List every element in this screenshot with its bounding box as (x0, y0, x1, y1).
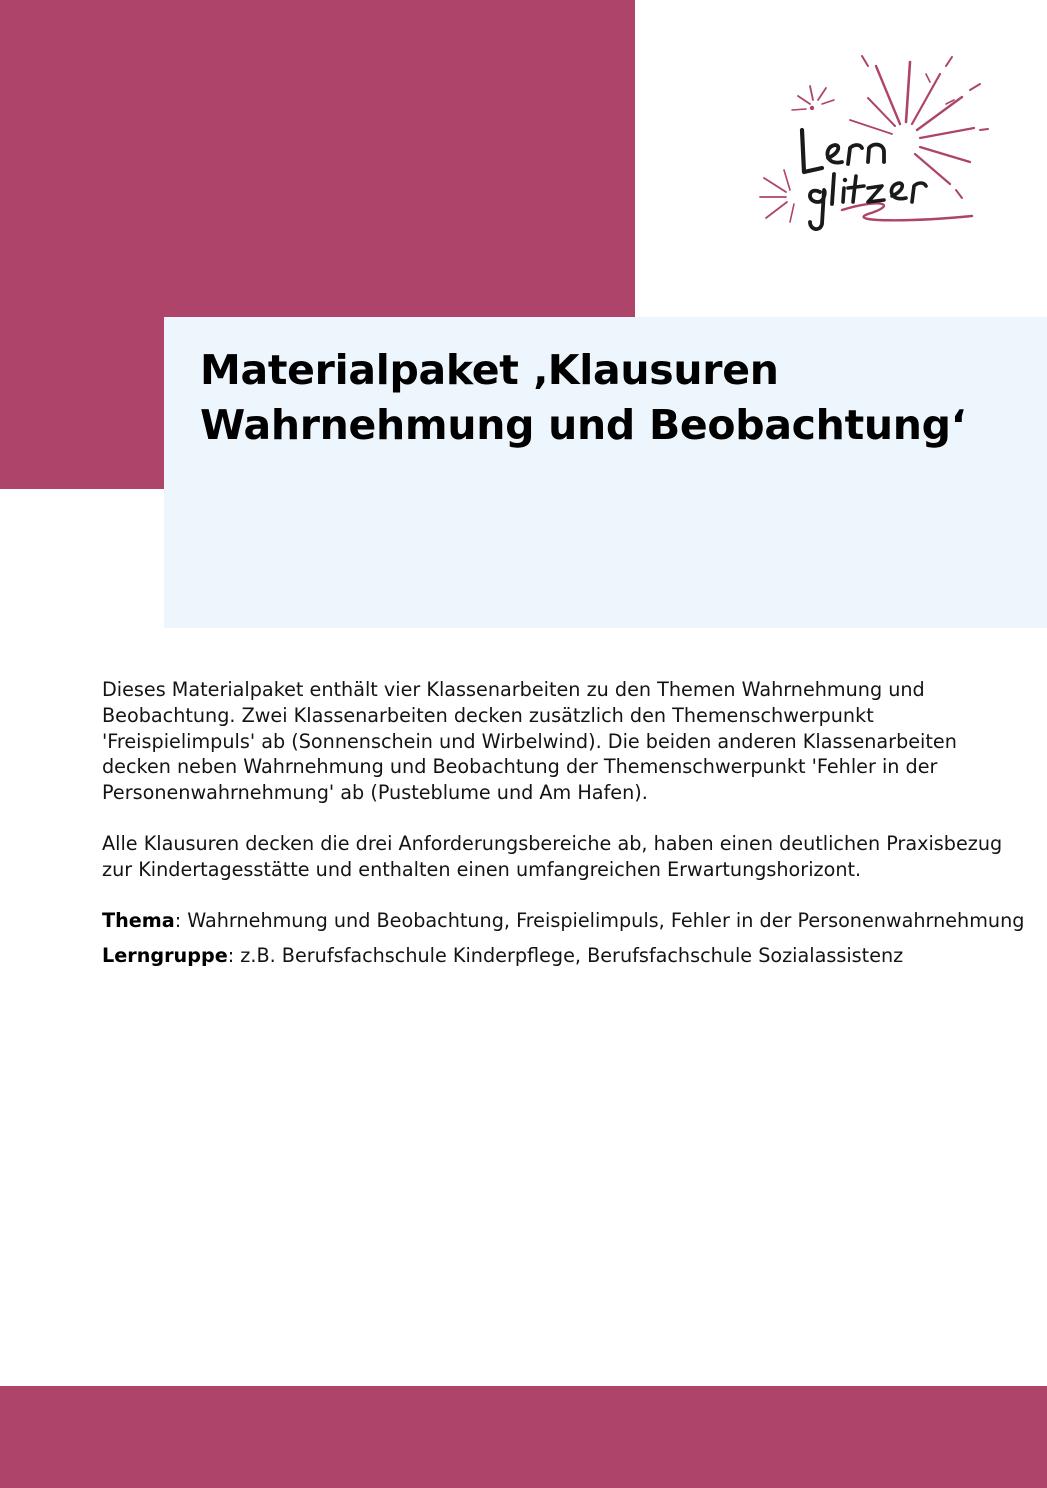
footer-color-bar (0, 1386, 1047, 1488)
topic-line (102, 908, 1027, 934)
learning-group-line (102, 943, 1027, 969)
topic-label: Thema (102, 908, 175, 932)
description-paragraph: Alle Klausuren decken die drei Anforderungsbereiche ab, haben einen deutlichen Praxisbezug zur Kindertagesstätte und enthalten einen umfangreichen Erwartungshorizont. (102, 831, 1003, 881)
firework-icon (750, 52, 990, 242)
learning-group-value: : z.B. Berufsfachschule Kinderpflege, Berufsfachschule Sozialassistenz (227, 944, 904, 968)
lernglitzer-logo (750, 52, 990, 242)
description-section (102, 677, 1027, 969)
page-title: Materialpaket ‚Klausuren Wahrnehmung und Beobachtung‘ (200, 346, 966, 449)
learning-group-label: Lerngruppe (102, 944, 228, 968)
topic-value: : Wahrnehmung und Beobachtung, Freispielimpuls, Fehler in der Personenwahrnehmung (174, 908, 1025, 932)
description-paragraph: Dieses Materialpaket enthält vier Klassenarbeiten zu den Themen Wahrnehmung und Beobachtung. Zwei Klassenarbeiten decken zusätzlich den Themenschwerpunkt 'Freispielimpuls' ab (Sonnenschein und Wirbelwind). Die beiden anderen Klassenarbeiten decken neben Wahrnehmung und Beobachtung der Themenschwerpunkt 'Fehler in der Personenwahrnehmung' ab (Pusteblume und Am Hafen). (102, 678, 957, 805)
